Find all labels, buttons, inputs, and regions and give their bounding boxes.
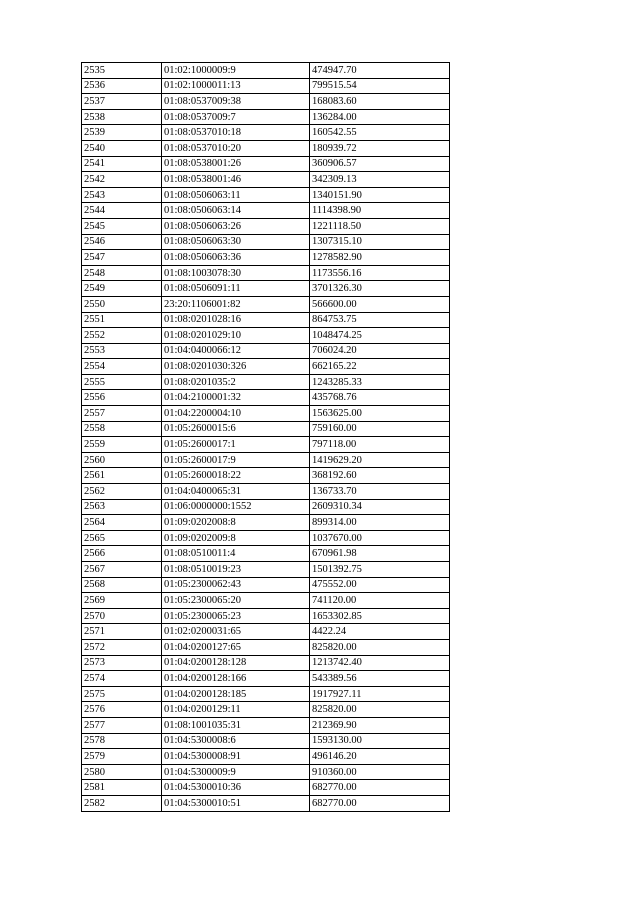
row-number-cell: 2559: [82, 437, 162, 453]
table-row: [82, 63, 450, 79]
table-row: [82, 484, 450, 500]
data-table-body: [82, 63, 450, 812]
table-row: [82, 608, 450, 624]
table-row: [82, 359, 450, 375]
cadastral-number-cell: 01:08:0510019:23: [162, 562, 310, 578]
row-number-cell: 2570: [82, 608, 162, 624]
table-row: [82, 187, 450, 203]
cadastral-number-cell: 01:04:0200127:65: [162, 639, 310, 655]
value-cell: 566600.00: [310, 296, 450, 312]
value-cell: 1048474.25: [310, 328, 450, 344]
table-row: [82, 421, 450, 437]
cadastral-number-cell: 01:08:0506063:30: [162, 234, 310, 250]
value-cell: 4422.24: [310, 624, 450, 640]
cadastral-number-cell: 01:05:2300065:23: [162, 608, 310, 624]
table-row: [82, 250, 450, 266]
table-row: [82, 281, 450, 297]
table-row: [82, 749, 450, 765]
value-cell: 864753.75: [310, 312, 450, 328]
value-cell: 1653302.85: [310, 608, 450, 624]
row-number-cell: 2566: [82, 546, 162, 562]
row-number-cell: 2577: [82, 717, 162, 733]
table-row: [82, 437, 450, 453]
table-row: [82, 203, 450, 219]
table-row: [82, 109, 450, 125]
value-cell: 1221118.50: [310, 218, 450, 234]
cadastral-number-cell: 01:08:0538001:46: [162, 172, 310, 188]
row-number-cell: 2537: [82, 94, 162, 110]
value-cell: 435768.76: [310, 390, 450, 406]
value-cell: 2609310.34: [310, 499, 450, 515]
row-number-cell: 2549: [82, 281, 162, 297]
value-cell: 1501392.75: [310, 562, 450, 578]
table-row: [82, 624, 450, 640]
row-number-cell: 2556: [82, 390, 162, 406]
row-number-cell: 2558: [82, 421, 162, 437]
table-row: [82, 733, 450, 749]
table-row: [82, 125, 450, 141]
value-cell: 1173556.16: [310, 265, 450, 281]
cadastral-number-cell: 01:02:0200031:65: [162, 624, 310, 640]
cadastral-number-cell: 01:05:2600018:22: [162, 468, 310, 484]
cadastral-number-cell: 01:08:0506091:11: [162, 281, 310, 297]
table-row: [82, 156, 450, 172]
row-number-cell: 2581: [82, 780, 162, 796]
row-number-cell: 2541: [82, 156, 162, 172]
cadastral-number-cell: 01:08:0201028:16: [162, 312, 310, 328]
row-number-cell: 2555: [82, 374, 162, 390]
value-cell: 1278582.90: [310, 250, 450, 266]
cadastral-number-cell: 01:04:0200128:185: [162, 686, 310, 702]
table-row: [82, 577, 450, 593]
table-row: [82, 296, 450, 312]
value-cell: 168083.60: [310, 94, 450, 110]
cadastral-number-cell: 01:08:0510011:4: [162, 546, 310, 562]
cadastral-number-cell: 01:04:0200129:11: [162, 702, 310, 718]
row-number-cell: 2579: [82, 749, 162, 765]
value-cell: 799515.54: [310, 78, 450, 94]
cadastral-number-cell: 01:04:5300009:9: [162, 764, 310, 780]
cadastral-number-cell: 01:04:5300010:36: [162, 780, 310, 796]
cadastral-number-cell: 01:08:0201030:326: [162, 359, 310, 375]
cadastral-number-cell: 01:04:5300010:51: [162, 795, 310, 811]
table-row: [82, 764, 450, 780]
table-row: [82, 795, 450, 811]
value-cell: 797118.00: [310, 437, 450, 453]
value-cell: 899314.00: [310, 515, 450, 531]
cadastral-number-cell: 01:08:0506063:11: [162, 187, 310, 203]
row-number-cell: 2543: [82, 187, 162, 203]
value-cell: 474947.70: [310, 63, 450, 79]
table-row: [82, 406, 450, 422]
row-number-cell: 2535: [82, 63, 162, 79]
cadastral-number-cell: 01:08:0537009:38: [162, 94, 310, 110]
cadastral-number-cell: 01:02:1000009:9: [162, 63, 310, 79]
cadastral-number-cell: 01:05:2600017:9: [162, 452, 310, 468]
table-row: [82, 78, 450, 94]
cadastral-number-cell: 01:08:0537009:7: [162, 109, 310, 125]
value-cell: 1213742.40: [310, 655, 450, 671]
cadastral-number-cell: 01:04:5300008:6: [162, 733, 310, 749]
row-number-cell: 2547: [82, 250, 162, 266]
row-number-cell: 2539: [82, 125, 162, 141]
table-row: [82, 328, 450, 344]
value-cell: 910360.00: [310, 764, 450, 780]
row-number-cell: 2568: [82, 577, 162, 593]
value-cell: 682770.00: [310, 795, 450, 811]
value-cell: 180939.72: [310, 140, 450, 156]
row-number-cell: 2565: [82, 530, 162, 546]
data-table: [81, 62, 450, 812]
table-row: [82, 780, 450, 796]
row-number-cell: 2557: [82, 406, 162, 422]
row-number-cell: 2548: [82, 265, 162, 281]
row-number-cell: 2563: [82, 499, 162, 515]
row-number-cell: 2574: [82, 671, 162, 687]
row-number-cell: 2550: [82, 296, 162, 312]
cadastral-number-cell: 01:08:0538001:26: [162, 156, 310, 172]
row-number-cell: 2569: [82, 593, 162, 609]
cadastral-number-cell: 01:08:0506063:26: [162, 218, 310, 234]
value-cell: 3701326.30: [310, 281, 450, 297]
cadastral-number-cell: 01:08:0201029:10: [162, 328, 310, 344]
row-number-cell: 2544: [82, 203, 162, 219]
row-number-cell: 2578: [82, 733, 162, 749]
row-number-cell: 2575: [82, 686, 162, 702]
table-row: [82, 265, 450, 281]
cadastral-number-cell: 01:08:0537010:18: [162, 125, 310, 141]
table-row: [82, 140, 450, 156]
row-number-cell: 2582: [82, 795, 162, 811]
table-row: [82, 593, 450, 609]
cadastral-number-cell: 01:08:0506063:14: [162, 203, 310, 219]
row-number-cell: 2572: [82, 639, 162, 655]
row-number-cell: 2562: [82, 484, 162, 500]
cadastral-number-cell: 01:08:1003078:30: [162, 265, 310, 281]
value-cell: 368192.60: [310, 468, 450, 484]
cadastral-number-cell: 01:06:0000000:1552: [162, 499, 310, 515]
table-row: [82, 702, 450, 718]
cadastral-number-cell: 01:04:0200128:166: [162, 671, 310, 687]
table-row: [82, 218, 450, 234]
cadastral-number-cell: 01:08:1001035:31: [162, 717, 310, 733]
table-row: [82, 546, 450, 562]
cadastral-number-cell: 01:04:2200004:10: [162, 406, 310, 422]
row-number-cell: 2567: [82, 562, 162, 578]
row-number-cell: 2540: [82, 140, 162, 156]
table-row: [82, 515, 450, 531]
cadastral-number-cell: 01:04:0400066:12: [162, 343, 310, 359]
value-cell: 496146.20: [310, 749, 450, 765]
table-row: [82, 312, 450, 328]
value-cell: 1037670.00: [310, 530, 450, 546]
value-cell: 1593130.00: [310, 733, 450, 749]
cadastral-number-cell: 01:04:2100001:32: [162, 390, 310, 406]
value-cell: 1419629.20: [310, 452, 450, 468]
row-number-cell: 2571: [82, 624, 162, 640]
value-cell: 825820.00: [310, 639, 450, 655]
value-cell: 825820.00: [310, 702, 450, 718]
cadastral-number-cell: 01:08:0537010:20: [162, 140, 310, 156]
value-cell: 662165.22: [310, 359, 450, 375]
row-number-cell: 2576: [82, 702, 162, 718]
value-cell: 543389.56: [310, 671, 450, 687]
table-row: [82, 655, 450, 671]
cadastral-number-cell: 01:05:2600015:6: [162, 421, 310, 437]
cadastral-number-cell: 01:08:0201035:2: [162, 374, 310, 390]
row-number-cell: 2552: [82, 328, 162, 344]
value-cell: 670961.98: [310, 546, 450, 562]
value-cell: 682770.00: [310, 780, 450, 796]
cadastral-number-cell: 23:20:1106001:82: [162, 296, 310, 312]
row-number-cell: 2551: [82, 312, 162, 328]
row-number-cell: 2554: [82, 359, 162, 375]
value-cell: 706024.20: [310, 343, 450, 359]
table-row: [82, 374, 450, 390]
table-row: [82, 94, 450, 110]
table-row: [82, 639, 450, 655]
table-row: [82, 686, 450, 702]
table-row: [82, 234, 450, 250]
value-cell: 759160.00: [310, 421, 450, 437]
value-cell: 1307315.10: [310, 234, 450, 250]
cadastral-number-cell: 01:08:0506063:36: [162, 250, 310, 266]
table-row: [82, 562, 450, 578]
table-row: [82, 530, 450, 546]
row-number-cell: 2564: [82, 515, 162, 531]
table-row: [82, 671, 450, 687]
table-row: [82, 499, 450, 515]
cadastral-number-cell: 01:04:5300008:91: [162, 749, 310, 765]
table-row: [82, 390, 450, 406]
row-number-cell: 2546: [82, 234, 162, 250]
value-cell: 475552.00: [310, 577, 450, 593]
value-cell: 1563625.00: [310, 406, 450, 422]
value-cell: 160542.55: [310, 125, 450, 141]
value-cell: 1917927.11: [310, 686, 450, 702]
cadastral-number-cell: 01:02:1000011:13: [162, 78, 310, 94]
row-number-cell: 2560: [82, 452, 162, 468]
row-number-cell: 2561: [82, 468, 162, 484]
value-cell: 360906.57: [310, 156, 450, 172]
row-number-cell: 2538: [82, 109, 162, 125]
value-cell: 1243285.33: [310, 374, 450, 390]
value-cell: 1114398.90: [310, 203, 450, 219]
cadastral-number-cell: 01:09:0202008:8: [162, 515, 310, 531]
cadastral-number-cell: 01:05:2300065:20: [162, 593, 310, 609]
table-row: [82, 468, 450, 484]
cadastral-number-cell: 01:09:0202009:8: [162, 530, 310, 546]
value-cell: 1340151.90: [310, 187, 450, 203]
row-number-cell: 2580: [82, 764, 162, 780]
value-cell: 741120.00: [310, 593, 450, 609]
value-cell: 212369.90: [310, 717, 450, 733]
value-cell: 342309.13: [310, 172, 450, 188]
cadastral-number-cell: 01:04:0200128:128: [162, 655, 310, 671]
value-cell: 136733.70: [310, 484, 450, 500]
row-number-cell: 2542: [82, 172, 162, 188]
row-number-cell: 2573: [82, 655, 162, 671]
table-row: [82, 717, 450, 733]
cadastral-number-cell: 01:05:2300062:43: [162, 577, 310, 593]
row-number-cell: 2553: [82, 343, 162, 359]
row-number-cell: 2545: [82, 218, 162, 234]
cadastral-number-cell: 01:05:2600017:1: [162, 437, 310, 453]
row-number-cell: 2536: [82, 78, 162, 94]
table-row: [82, 343, 450, 359]
cadastral-number-cell: 01:04:0400065:31: [162, 484, 310, 500]
table-row: [82, 172, 450, 188]
table-row: [82, 452, 450, 468]
value-cell: 136284.00: [310, 109, 450, 125]
